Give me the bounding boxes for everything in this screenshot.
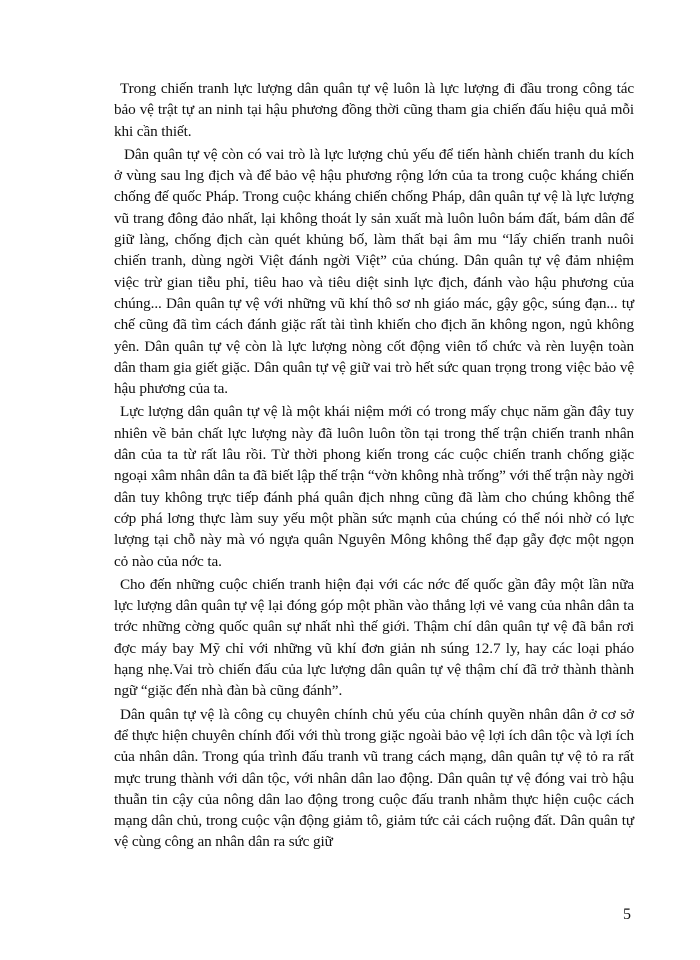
paragraph-4: Cho đến những cuộc chiến tranh hiện đại với các nớc đế quốc gần đây một lần nữa lực lượng dân quân tự vệ lại đóng góp một phần vào thắng lợi vẻ vang của nhân dân ta trớc những cờng quốc quân sự nhất nhì thế giới. Thậm chí dân quân tự vệ đã bắn rơi đợc máy bay Mỹ chỉ với những vũ khí đơn giản nh súng 12.7 ly, hay các loại pháo hạng nhẹ.Vai trò chiến đấu của lực lượng dân quân tự vệ thậm chí đã trở thành thành ngữ “giặc đến nhà đàn bà cũng đánh”.	[114, 575, 634, 700]
paragraph-2: Dân quân tự vệ còn có vai trò là lực lượng chủ yếu để tiến hành chiến tranh du kích ở vùng sau lng địch và để bảo vệ hậu phương rộng lớn của ta trong cuộc kháng chiến chống đế quốc Pháp. Trong cuộc kháng chiến chống Pháp, dân quân tự vệ là lực lượng vũ trang đông đảo nhất, lại không thoát ly sản xuất mà luôn luôn bám đất, bám dân để giữ làng, chống địch càn quét khủng bố, làm thất bại âm mu “lấy chiến tranh nuôi chiến tranh, dùng ngời Việt đánh ngời Việt” của chúng. Dân quân tự vệ đảm nhiệm việc trừ gian tiễu phỉ, tiêu hao và tiêu diệt sinh lực địch, đánh vào hậu phương của chúng... Dân quân tự vệ với những vũ khí thô sơ nh giáo mác, gậy gộc, súng đạn... tự chế cũng đã tìm cách đánh giặc rất tài tình khiến cho địch ăn không ngon, ngủ không yên. Dân quân tự vệ còn là lực lượng nòng cốt động viên tổ chức và rèn luyện toàn dân tham gia giết giặc. Dân quân tự vệ giữ vai trò hết sức quan trọng trong việc bảo vệ hậu phương của ta.	[114, 145, 634, 398]
paragraph-3: Lực lượng dân quân tự vệ là một khái niệm mới có trong mấy chục năm gần đây tuy nhiên về bản chất lực lượng này đã luôn luôn tồn tại trong thế trận chiến tranh nhân dân của ta từ rất lâu rồi. Từ thời phong kiến trong các cuộc chiến tranh chống giặc ngoại xâm nhân dân ta đã biết lập thế trận “vờn không nhà trống” với thế trận này ngời dân tuy không trực tiếp đánh phá quân địch nhng cũng đã làm cho chúng không thể cớp phá lơng thực làm suy yếu một phần sức mạnh của chúng có thể nói nhờ có lực lượng tại chỗ này mà vó ngựa quân Nguyên Mông không thể đạp gẫy đợc một ngọn cỏ nào của nớc ta.	[114, 403, 634, 570]
page-number: 5	[623, 906, 631, 923]
paragraph-1: Trong chiến tranh lực lượng dân quân tự vệ luôn là lực lượng đi đầu trong công tác bảo vệ trật tự an ninh tại hậu phương đồng thời cũng tham gia chiến đấu hiệu quả mỗi khi cần thiết.	[114, 80, 634, 140]
paragraph-5: Dân quân tự vệ là công cụ chuyên chính chủ yếu của chính quyền nhân dân ở cơ sở để thực hiện chuyên chính đối với thù trong giặc ngoài bảo vệ lợi ích dân tộc và lợi ích của nhân dân. Trong qúa trình đấu tranh vũ trang cách mạng, dân quân tự vệ tỏ ra rất mực trung thành với dân tộc, với nhân dân lao động. Dân quân tự vệ đóng vai trò hậu thuẫn tin cậy của nông dân lao động trong cuộc đấu tranh nhằm thực hiện cuộc cách mạng dân chủ, trong cuộc vận động giảm tô, giảm tức cải cách ruộng đất. Dân quân tự vệ cùng công an nhân dân ra sức giữ	[114, 705, 634, 851]
document-body	[114, 78, 634, 855]
